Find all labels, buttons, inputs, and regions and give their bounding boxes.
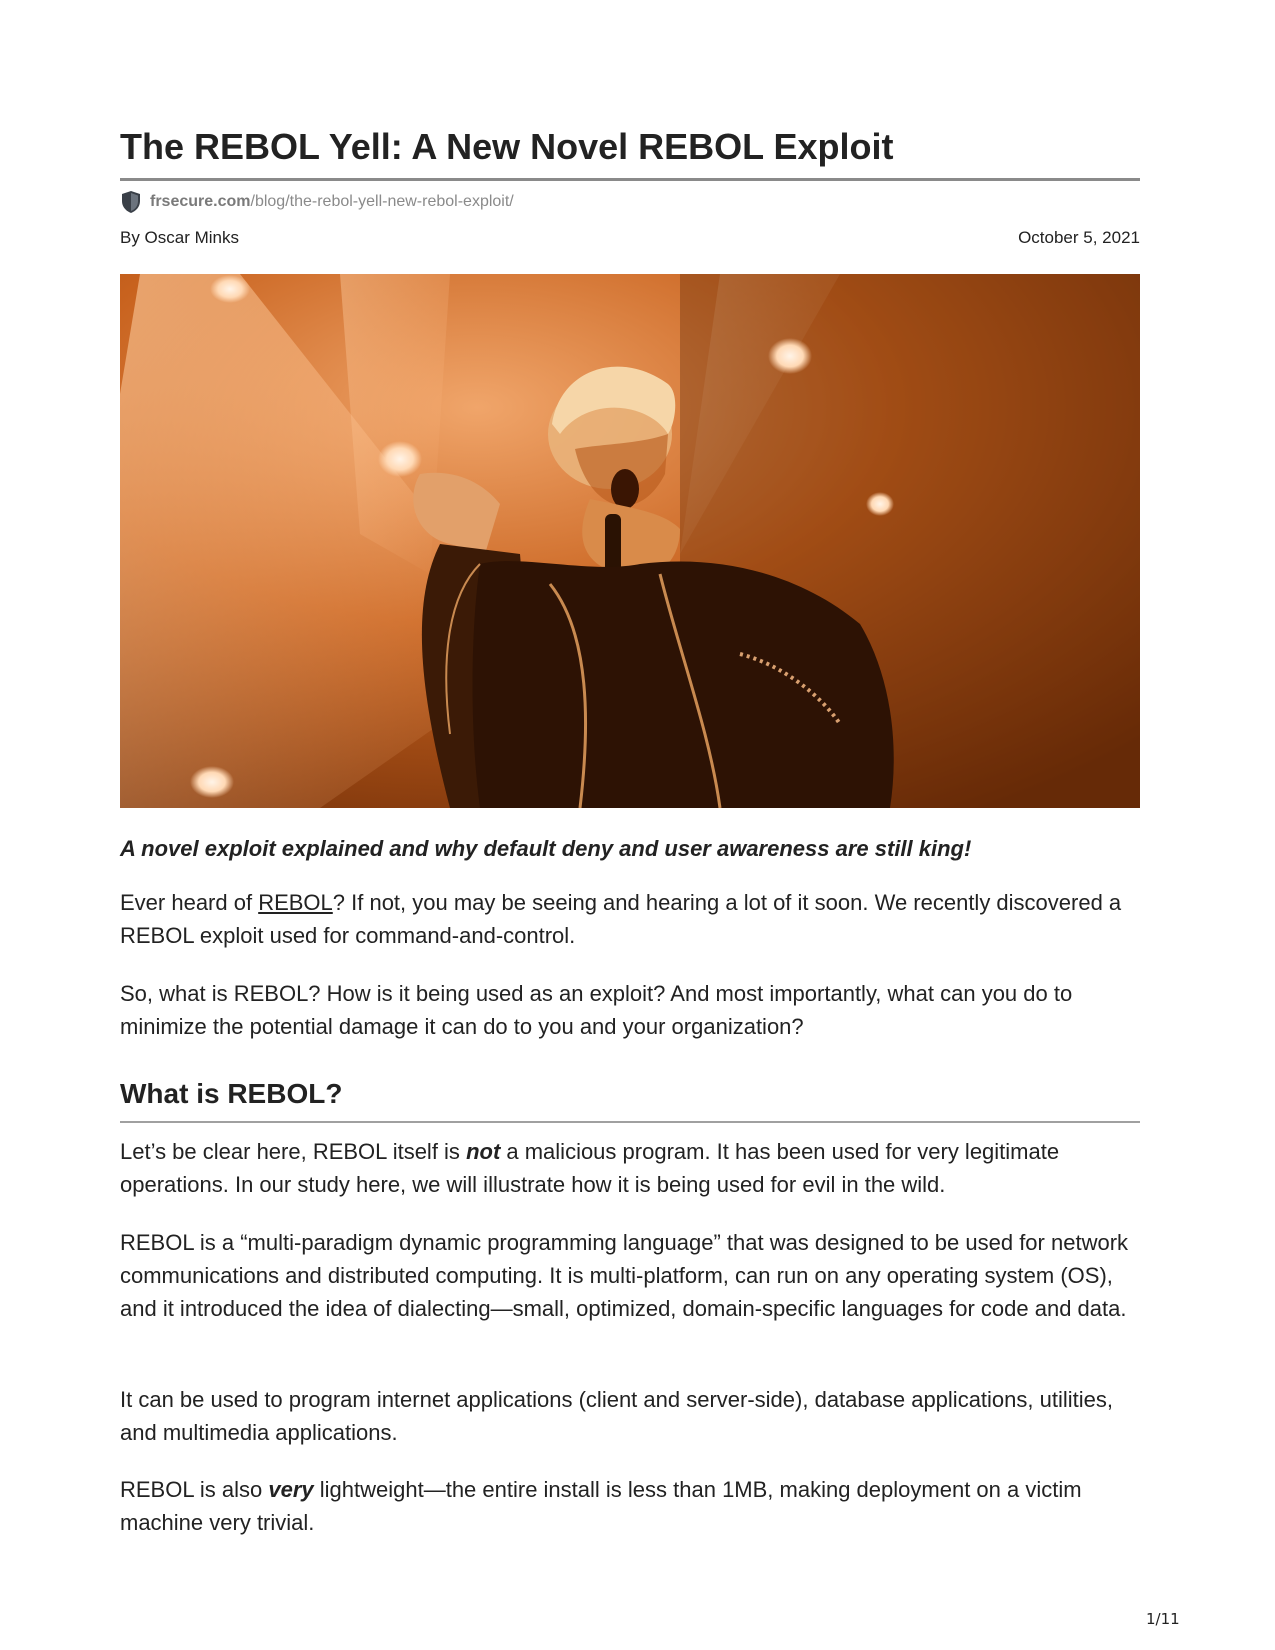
paragraph-3: Let’s be clear here, REBOL itself is not a malicious program. It has been used for very legitimate operations. In our study here, we will illustrate how it is being used for evil in the wild. [120,1139,1060,1197]
author: By Oscar Minks [120,228,240,247]
publish-date: October 5, 2021 [1018,228,1140,247]
paragraph-5: It can be used to program internet applications (client and server-side), database applications, utilities, and multimedia applications. [120,1387,1113,1445]
article-title: The REBOL Yell: A New Novel REBOL Exploit [120,126,894,167]
title-divider [120,178,1140,181]
source-path[interactable]: /blog/the-rebol-yell-new-rebol-exploit/ [250,193,514,210]
shield-icon [120,190,142,214]
byline [120,228,1140,248]
paragraph-2: So, what is REBOL? How is it being used as an exploit? And most importantly, what can you do to minimize the potential damage it can do to you and your organization? [120,981,1073,1039]
source-domain[interactable]: frsecure.com [150,193,251,210]
section-heading: What is REBOL? [120,1078,343,1109]
emphasis-very: very [268,1477,314,1502]
rebol-link[interactable]: REBOL [258,890,333,915]
page-number: 1/11 [1146,1610,1180,1628]
paragraph-6: REBOL is also very lightweight—the entire install is less than 1MB, making deployment on a victim machine very trivial. [120,1477,1082,1535]
paragraph-1: Ever heard of REBOL? If not, you may be seeing and hearing a lot of it soon. We recently discovered a REBOL exploit used for command-and-control. [120,890,1122,948]
hero-image [120,274,1140,808]
emphasis-not: not [466,1139,501,1164]
paragraph-4: REBOL is a “multi-paradigm dynamic programming language” that was designed to be used for network communications and distributed computing. It is multi-platform, can run on any operating system (OS), and it introduced the idea of dialecting—small, optimized, domain-specific languages for code and data. [120,1230,1129,1321]
source-url[interactable] [120,190,514,214]
section-divider [120,1121,1140,1123]
article-lead: A novel exploit explained and why default deny and user awareness are still king! [120,836,972,861]
